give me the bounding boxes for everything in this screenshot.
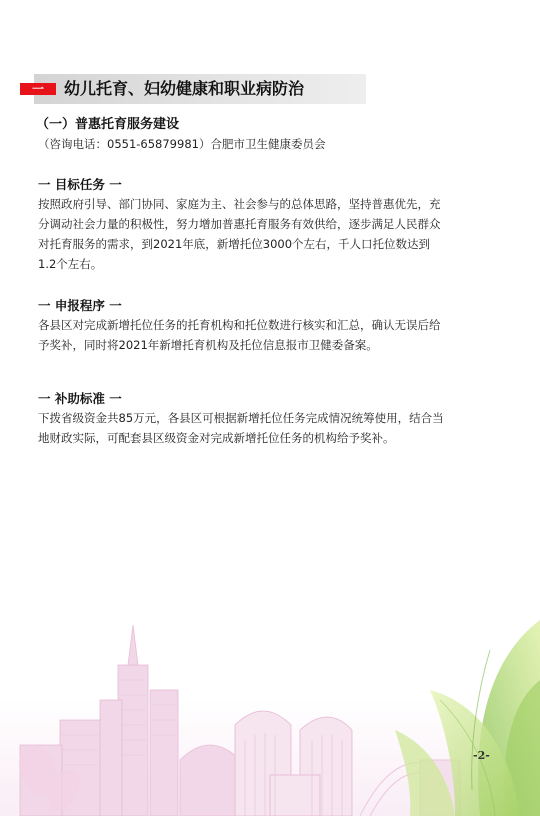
chapter-number: 一 bbox=[31, 82, 44, 96]
paragraph-line: 按照政府引导、部门协同、家庭为主、社会参与的总体思路，坚持普惠优先，充 bbox=[38, 197, 441, 211]
paragraph-subsidy-standard bbox=[38, 408, 500, 448]
paragraph-target-tasks bbox=[38, 194, 500, 274]
paragraph-line: 下拨省级资金共85万元，各县区可根据新增托位任务完成情况统筹使用，结合当 bbox=[38, 411, 444, 425]
paragraph-line: 分调动社会力量的积极性，努力增加普惠托育服务有效供给，逐步满足人民群众 bbox=[38, 217, 441, 231]
paragraph-line: 1.2个左右。 bbox=[38, 257, 103, 271]
paragraph-application-procedure bbox=[38, 315, 500, 355]
heading-application-procedure: 一 申报程序 一 bbox=[38, 298, 122, 313]
page-number: -2- bbox=[473, 749, 490, 762]
section-subtitle: （一）普惠托育服务建设 bbox=[36, 117, 180, 132]
heading-target-tasks: 一 目标任务 一 bbox=[38, 177, 122, 192]
paragraph-line: 地财政实际，可配套县区级资金对完成新增托位任务的机构给予奖补。 bbox=[38, 431, 395, 445]
chapter-title: 幼儿托育、妇幼健康和职业病防治 bbox=[64, 79, 305, 98]
paragraph-line: 对托育服务的需求，到2021年底，新增托位3000个左右，千人口托位数达到 bbox=[38, 237, 431, 251]
paragraph-line: 各县区对完成新增托位任务的托育机构和托位数进行核实和汇总，确认无误后给 bbox=[38, 318, 441, 332]
heading-subsidy-standard: 一 补助标准 一 bbox=[38, 391, 122, 406]
contact-line: （咨询电话：0551-65879981）合肥市卫生健康委员会 bbox=[38, 137, 326, 151]
paragraph-line: 予奖补，同时将2021年新增托育机构及托位信息报市卫健委备案。 bbox=[38, 338, 378, 352]
